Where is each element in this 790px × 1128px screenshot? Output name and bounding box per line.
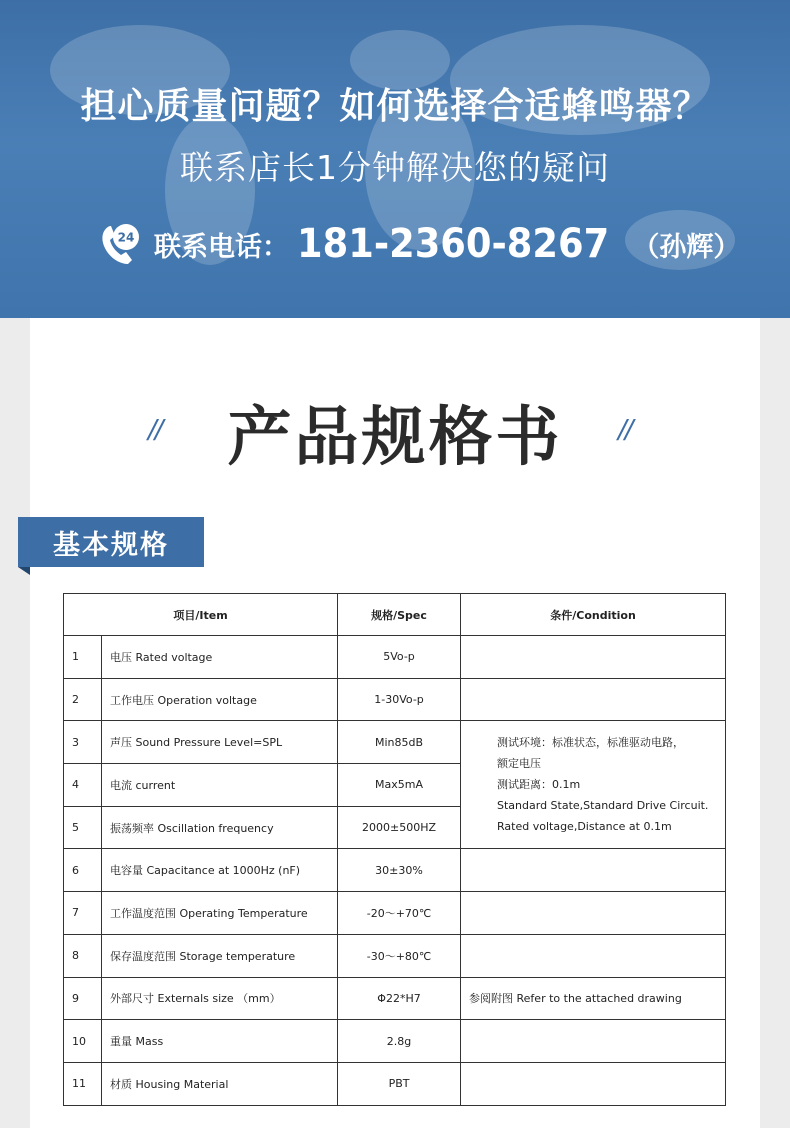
table-row: [64, 721, 726, 764]
row-item: 材质 Housing Material: [102, 1062, 338, 1105]
table-row: [64, 636, 726, 679]
row-spec: Max5mA: [338, 764, 461, 807]
row-item: 外部尺寸 Externals size （mm）: [102, 977, 338, 1020]
table-row: [64, 892, 726, 935]
section-header: 基本规格: [18, 517, 204, 567]
row-item: 重量 Mass: [102, 1020, 338, 1063]
banner-headline: 担心质量问题？如何选择合适蜂鸣器？: [80, 86, 710, 127]
row-condition: [461, 1062, 726, 1105]
table-row: [64, 849, 726, 892]
phone-number[interactable]: 181-2360-8267: [297, 221, 610, 267]
row-condition: [461, 849, 726, 892]
condition-line: 测试距离：0.1m: [497, 778, 581, 792]
title-decoration-right: //: [618, 415, 632, 445]
row-spec: 30±30%: [338, 849, 461, 892]
table-row: [64, 934, 726, 977]
row-item: 工作电压 Operation voltage: [102, 678, 338, 721]
condition-line: 测试环境：标准状态，标准驱动电路，: [497, 736, 685, 750]
row-number: 8: [64, 934, 102, 977]
row-spec: Φ22*H7: [338, 977, 461, 1020]
row-spec: -30～+80℃: [338, 934, 461, 977]
row-number: 9: [64, 977, 102, 1020]
phone-contact[interactable]: [96, 218, 740, 270]
row-condition: [461, 934, 726, 977]
row-number: 3: [64, 721, 102, 764]
row-condition: [461, 1020, 726, 1063]
row-number: 1: [64, 636, 102, 679]
row-number: 4: [64, 764, 102, 807]
phone-label: 联系电话：: [154, 231, 289, 263]
row-number: 10: [64, 1020, 102, 1063]
row-spec: 5Vo-p: [338, 636, 461, 679]
row-spec: 2.8g: [338, 1020, 461, 1063]
row-condition: 参阅附图 Refer to the attached drawing: [461, 977, 726, 1020]
row-item: 工作温度范围 Operating Temperature: [102, 892, 338, 935]
row-item: 振荡频率 Oscillation frequency: [102, 806, 338, 849]
row-spec: 1-30Vo-p: [338, 678, 461, 721]
row-spec: PBT: [338, 1062, 461, 1105]
row-condition: [461, 892, 726, 935]
banner-subline: 联系店长1分钟解决您的疑问: [180, 148, 610, 187]
condition-line: Standard State,Standard Drive Circuit.: [497, 799, 709, 813]
section-header-fold: [18, 567, 30, 575]
merged-test-condition: [461, 721, 726, 849]
row-number: 5: [64, 806, 102, 849]
row-number: 6: [64, 849, 102, 892]
condition-line: 额定电压: [497, 757, 542, 771]
phone-24h-icon: [96, 220, 144, 268]
row-condition: [461, 678, 726, 721]
header-condition: 条件/Condition: [461, 594, 726, 636]
table-row: [64, 1062, 726, 1105]
table-row: [64, 977, 726, 1020]
condition-line: Rated voltage,Distance at 0.1m: [497, 820, 672, 834]
row-item: 声压 Sound Pressure Level=SPL: [102, 721, 338, 764]
row-number: 7: [64, 892, 102, 935]
table-header-row: [64, 594, 726, 636]
phone-badge-text: 24: [117, 230, 135, 245]
row-number: 11: [64, 1062, 102, 1105]
header-spec: 规格/Spec: [338, 594, 461, 636]
title-decoration-left: //: [148, 415, 162, 445]
table-row: [64, 1020, 726, 1063]
row-spec: -20～+70℃: [338, 892, 461, 935]
row-item: 电压 Rated voltage: [102, 636, 338, 679]
row-item: 电流 current: [102, 764, 338, 807]
page-title: 产品规格书: [227, 401, 563, 475]
contact-person: （孙辉）: [632, 231, 741, 263]
hero-banner: [0, 0, 790, 318]
spec-table: [63, 593, 726, 1106]
header-item: 项目/Item: [64, 594, 338, 636]
row-item: 电容量 Capacitance at 1000Hz (nF): [102, 849, 338, 892]
row-number: 2: [64, 678, 102, 721]
row-item: 保存温度范围 Storage temperature: [102, 934, 338, 977]
row-spec: Min85dB: [338, 721, 461, 764]
row-spec: 2000±500HZ: [338, 806, 461, 849]
row-condition: [461, 636, 726, 679]
table-row: [64, 678, 726, 721]
